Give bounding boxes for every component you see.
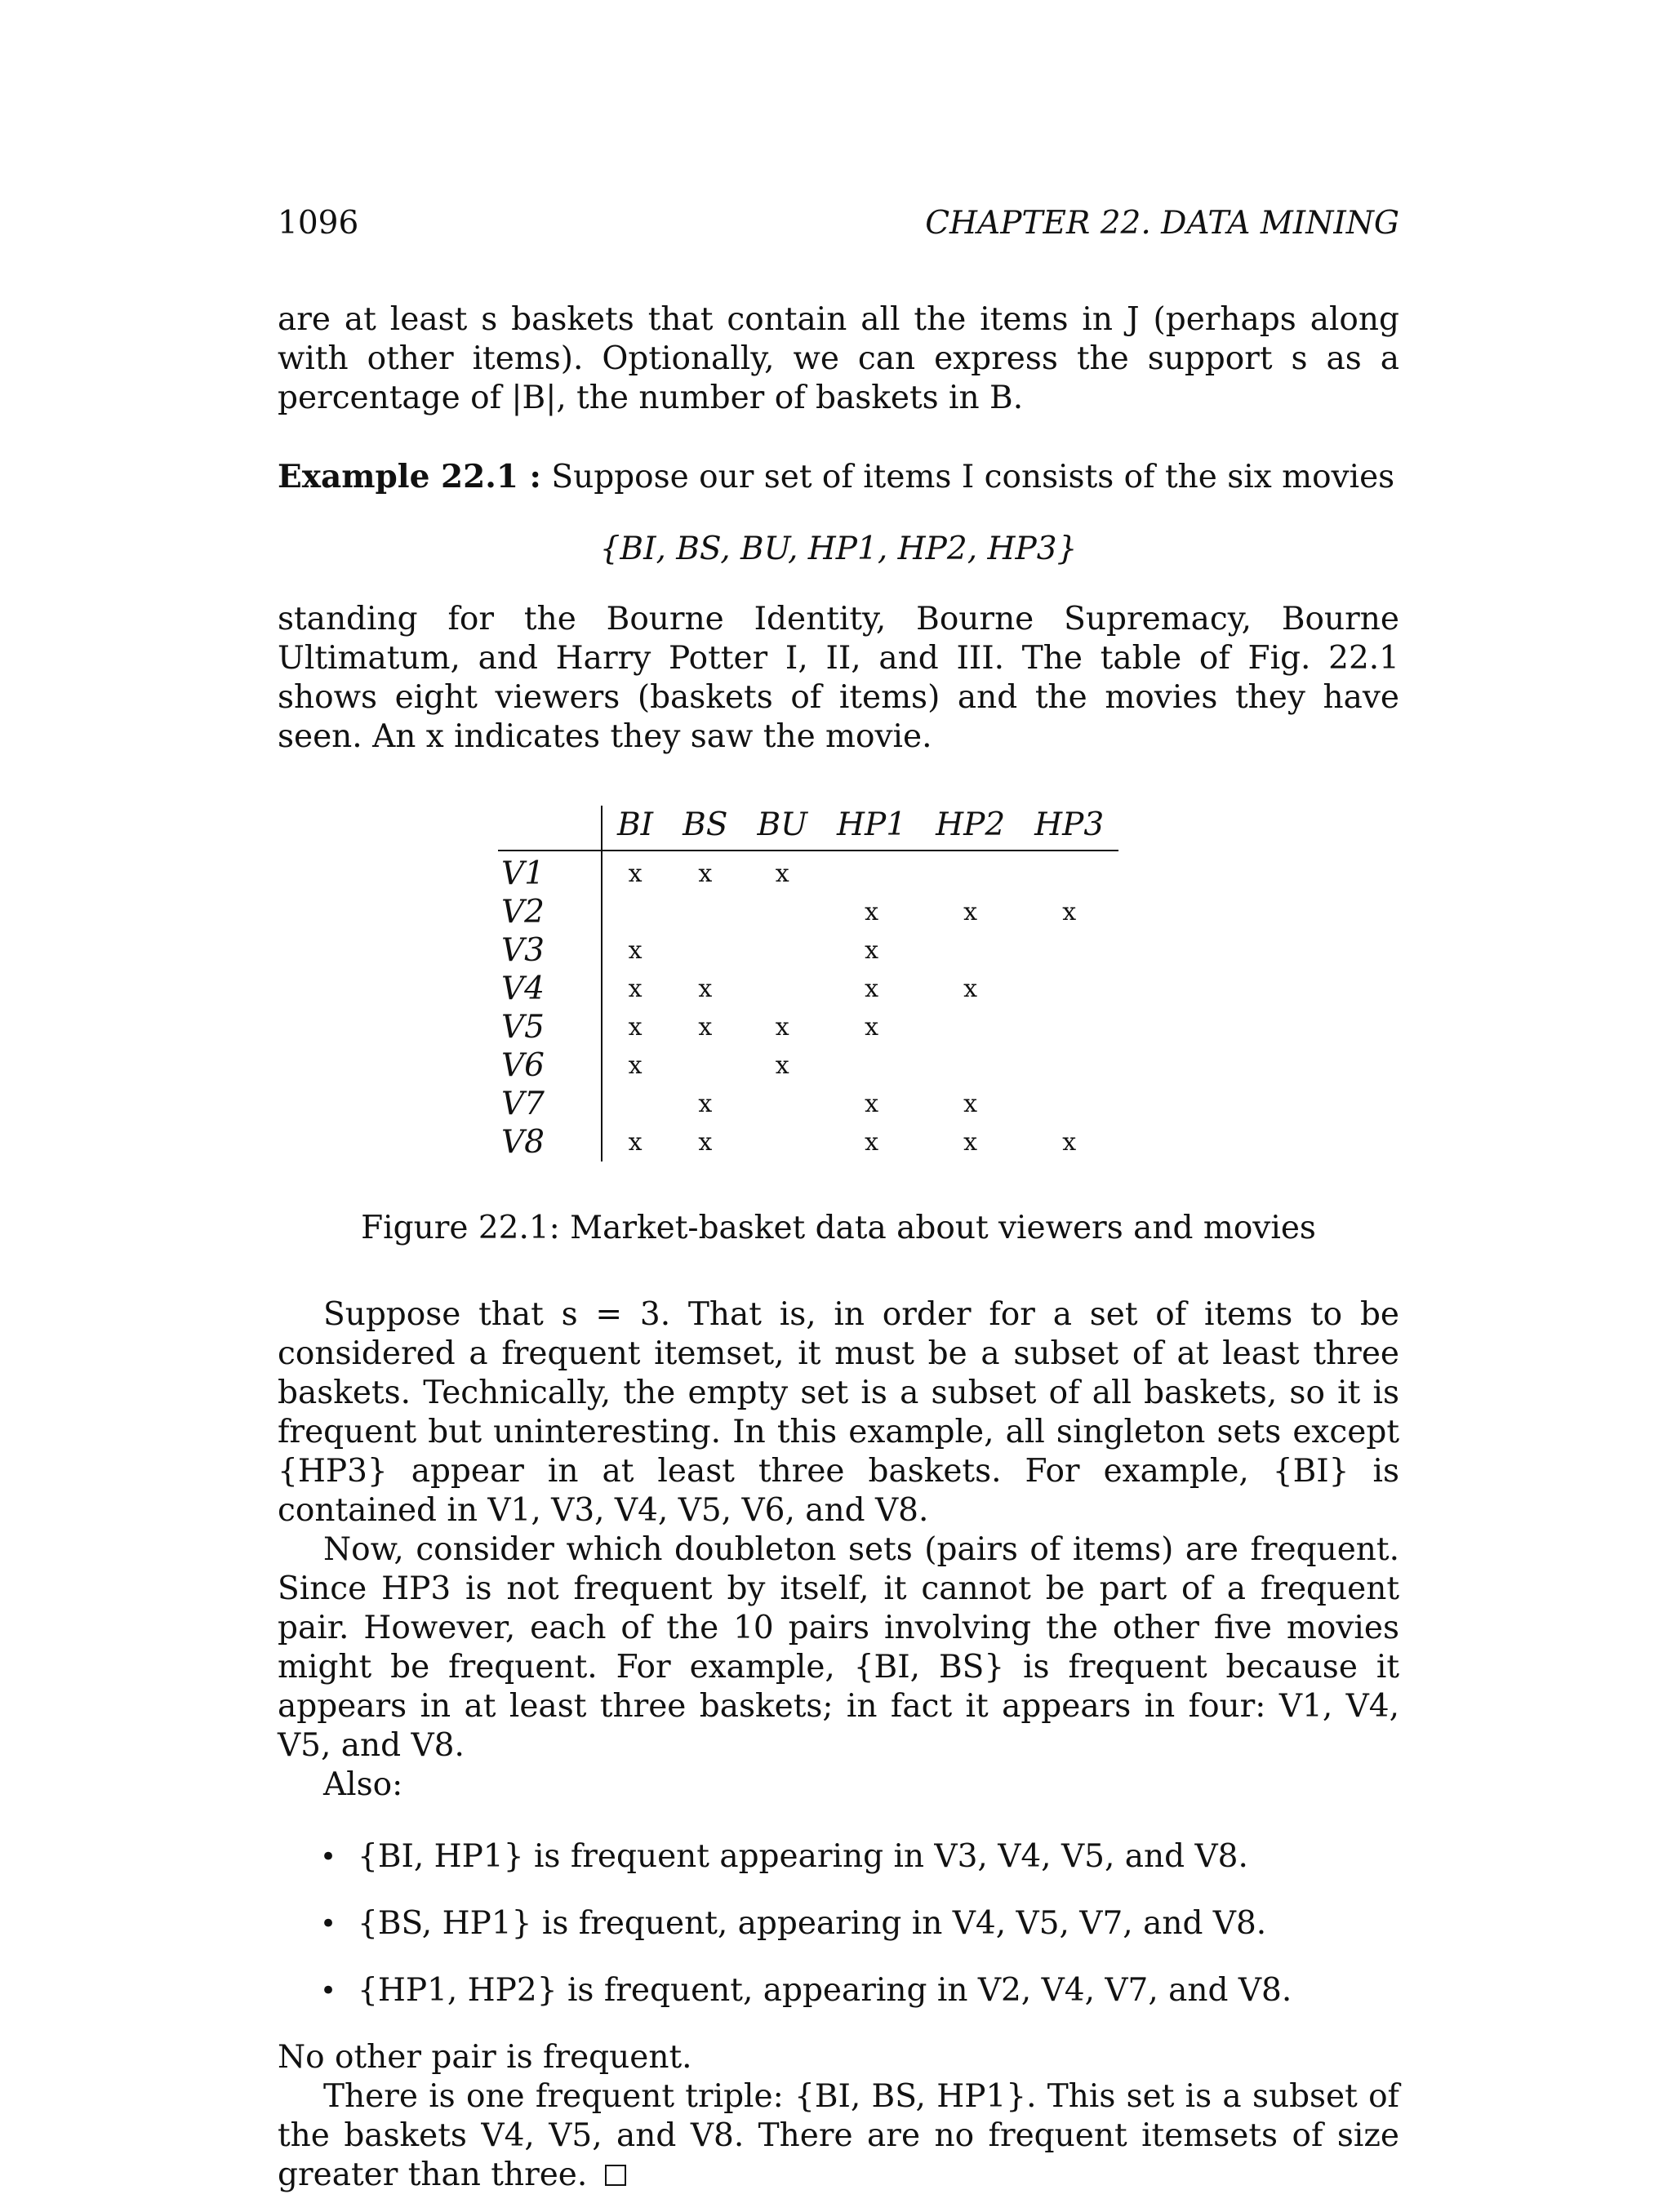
row-label: V7 bbox=[501, 1085, 545, 1122]
row-label: V4 bbox=[501, 970, 545, 1007]
paragraph-doubletons: Now, consider which doubleton sets (pairs of items) are frequent. Since HP3 is not frequent by itself, it cannot be part of a frequent pair. However, each of the 10 pairs involving the other five movies might be frequent. For example, {BI, BS} is frequent because it appears in at least three baskets; in fact it appears in four: V1, V4, V5, and V8. bbox=[278, 1531, 1399, 1764]
table-cell bbox=[822, 1046, 921, 1085]
column-header: BS bbox=[668, 806, 742, 851]
running-head bbox=[278, 204, 1399, 243]
example-label: Example 22.1 : bbox=[278, 458, 541, 495]
list-item: • {HP1, HP2} is frequent, appearing in V2, V4, V7, and V8. bbox=[320, 1972, 1292, 2009]
figure-caption: Figure 22.1: Market-basket data about viewers and movies bbox=[361, 1210, 1316, 1246]
paragraph-support-example: Suppose that s = 3. That is, in order for a set of items to be considered a frequent itemset, it must be a subset of at least three baskets. Technically, the empty set is a subset of all baskets, so it is frequent but uninteresting. In this example, all singleton sets except {HP3} appear in at least three baskets. For example, {BI} is contained in V1, V3, V4, V5, V6, and V8. bbox=[278, 1296, 1399, 1529]
table-row bbox=[498, 893, 1118, 931]
table-cell bbox=[1020, 1085, 1118, 1123]
row-label: V6 bbox=[501, 1046, 545, 1084]
table-cell bbox=[602, 893, 668, 931]
table-row bbox=[498, 1008, 1118, 1046]
column-header: HP2 bbox=[921, 806, 1020, 851]
table-cell: x bbox=[698, 974, 713, 1003]
column-header: BU bbox=[742, 806, 822, 851]
table-cell: x bbox=[602, 851, 668, 893]
paragraph-support-definition: are at least s baskets that contain all the items in J (perhaps along with other items). Optionally, we can express the support s as a percentage of |B|, the number of baskets in B. bbox=[278, 301, 1399, 416]
table-cell: x bbox=[698, 1012, 713, 1042]
table-cell bbox=[742, 1085, 822, 1123]
table-cell: x bbox=[963, 1127, 978, 1157]
table-cell bbox=[742, 970, 822, 1008]
table-cell: x bbox=[865, 974, 878, 1003]
table-cell: x bbox=[602, 970, 668, 1008]
table-cell: x bbox=[865, 897, 878, 926]
table-cell: x bbox=[963, 1089, 978, 1118]
table-cell bbox=[1020, 1046, 1118, 1085]
table-cell: x bbox=[865, 1127, 878, 1157]
table-cell: x bbox=[865, 1089, 878, 1118]
table-row bbox=[498, 1123, 1118, 1162]
table-cell bbox=[822, 851, 921, 893]
bullet-icon: • bbox=[320, 1841, 337, 1873]
table-cell: x bbox=[775, 1050, 789, 1080]
table-cell: x bbox=[698, 1127, 713, 1157]
example-text: Suppose our set of items I consists of the six movies bbox=[551, 459, 1395, 495]
table-cell bbox=[668, 1046, 742, 1085]
table-cell bbox=[1020, 851, 1118, 893]
table-cell: x bbox=[963, 974, 978, 1003]
column-header: HP3 bbox=[1020, 806, 1118, 851]
table-cell bbox=[742, 893, 822, 931]
table-row bbox=[498, 1046, 1118, 1085]
end-of-example-icon bbox=[605, 2165, 626, 2186]
row-label: V3 bbox=[501, 931, 545, 969]
column-header: HP1 bbox=[822, 806, 921, 851]
frequent-pairs-list bbox=[278, 1837, 1399, 2010]
paragraph-also: Also: bbox=[323, 1766, 403, 1803]
table-cell bbox=[1020, 970, 1118, 1008]
paragraph-no-other-pair: No other pair is frequent. bbox=[278, 2039, 692, 2076]
list-item: • {BS, HP1} is frequent, appearing in V4, V5, V7, and V8. bbox=[320, 1905, 1267, 1942]
bullet-icon: • bbox=[320, 1974, 337, 2007]
page-number: 1096 bbox=[278, 205, 359, 242]
table-cell: x bbox=[1062, 1127, 1077, 1157]
figure-table-wrap bbox=[498, 806, 1399, 1162]
table-cell bbox=[921, 1046, 1020, 1085]
table-corner bbox=[498, 806, 602, 851]
table-cell bbox=[921, 1008, 1020, 1046]
table-cell bbox=[921, 851, 1020, 893]
table-row bbox=[498, 931, 1118, 970]
paragraph-frequent-triple: There is one frequent triple: {BI, BS, HP1}. This set is a subset of the baskets V4, V5, and V8. There are no frequent itemsets of size greater than three. bbox=[278, 2078, 1399, 2193]
table-cell: x bbox=[602, 1046, 668, 1085]
table-cell bbox=[1020, 1008, 1118, 1046]
table-cell: x bbox=[698, 1089, 713, 1118]
table-cell: x bbox=[602, 1123, 668, 1162]
row-label: V2 bbox=[501, 893, 545, 931]
table-cell: x bbox=[602, 1008, 668, 1046]
table-cell bbox=[742, 931, 822, 970]
table-cell bbox=[1020, 931, 1118, 970]
table-cell: x bbox=[865, 1012, 878, 1042]
table-cell: x bbox=[668, 851, 742, 893]
table-row bbox=[498, 851, 1118, 893]
table-cell bbox=[921, 931, 1020, 970]
table-cell: x bbox=[602, 931, 668, 970]
table-row bbox=[498, 1085, 1118, 1123]
table-header-row bbox=[498, 806, 1118, 851]
table-cell: x bbox=[1062, 897, 1077, 926]
list-item: • {BI, HP1} is frequent appearing in V3, V4, V5, and V8. bbox=[320, 1838, 1248, 1875]
row-label: V8 bbox=[501, 1123, 545, 1161]
bullet-icon: • bbox=[320, 1908, 337, 1940]
column-header: BI bbox=[602, 806, 668, 851]
table-row bbox=[498, 970, 1118, 1008]
row-label: V5 bbox=[501, 1008, 545, 1046]
table-cell bbox=[742, 1123, 822, 1162]
table-cell bbox=[668, 931, 742, 970]
row-label: V1 bbox=[498, 851, 602, 893]
table-cell: x bbox=[865, 935, 878, 965]
movie-set-display: {BI, BS, BU, HP1, HP2, HP3} bbox=[599, 531, 1078, 567]
table-cell: x bbox=[742, 851, 822, 893]
table-cell: x bbox=[963, 897, 978, 926]
page bbox=[278, 204, 1399, 2195]
example-intro bbox=[278, 457, 1399, 497]
chapter-title: CHAPTER 22. DATA MINING bbox=[925, 205, 1399, 242]
table-cell bbox=[668, 893, 742, 931]
table-cell: x bbox=[775, 1012, 789, 1042]
paragraph-movie-description: standing for the Bourne Identity, Bourne Supremacy, Bourne Ultimatum, and Harry Potter I, II, and III. The table of Fig. 22.1 shows eight viewers (baskets of items) and the movies they have seen. An x indicates they saw the movie. bbox=[278, 601, 1399, 755]
table-body bbox=[498, 851, 1118, 1162]
table-cell bbox=[602, 1085, 668, 1123]
market-basket-table bbox=[498, 806, 1118, 1162]
